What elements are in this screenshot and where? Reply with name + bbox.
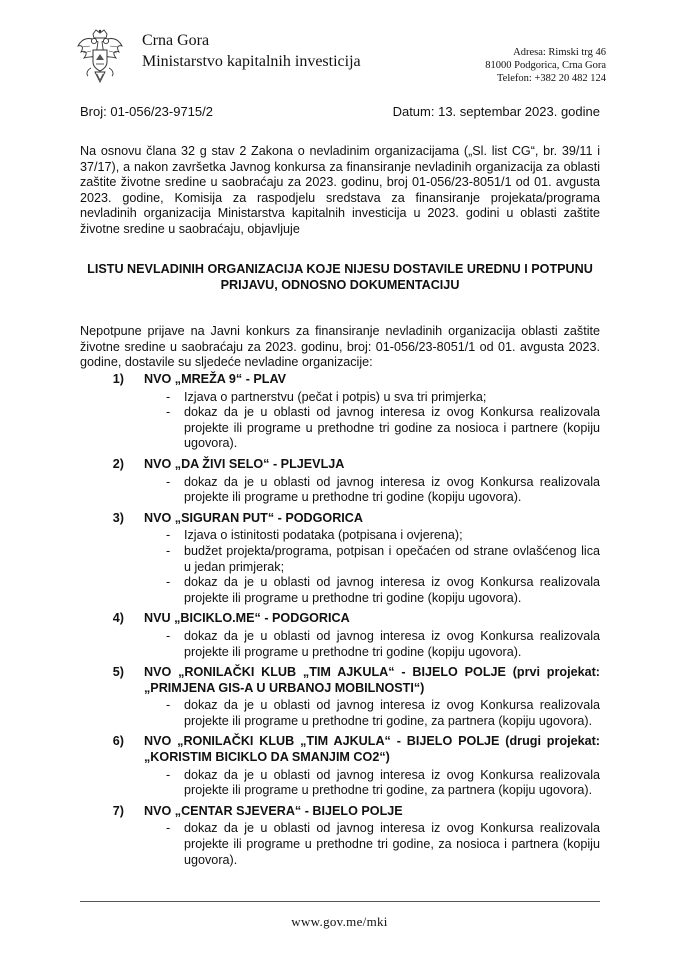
missing-document-item: - dokaz da je u oblasti od javnog interesa iz ovog Konkursa realizovala projekte ili programe u prethodne tri godine (kopiju ugovora).	[184, 575, 600, 606]
ministry-name: Ministarstvo kapitalnih investicija	[142, 53, 361, 70]
missing-documents-list	[80, 698, 600, 729]
organization-name: NVU „BICIKLO.ME“ - PODGORICA	[144, 611, 350, 626]
organization-name: NVO „MREŽA 9“ - PLAV	[144, 372, 287, 386]
organization-list	[80, 372, 600, 873]
organization-heading	[80, 611, 600, 627]
phone-number: Telefon: +382 20 482 124	[496, 73, 606, 84]
missing-document-item: - dokaz da je u oblasti od javnog interesa iz ovog Konkursa realizovala projekte ili programe u prethodne tri godine (kopiju ugovora).	[184, 475, 600, 506]
organization-heading	[80, 372, 600, 388]
organization-number: 7)	[112, 803, 124, 818]
lead-paragraph: Nepotpune prijave na Javni konkurs za finansiranje nevladinih organizacija oblasti zaštite životne sredine u saobraćaju za 2023. godinu, broj: 01-056/23-8051/1 od 01. avgusta 2023. godine, dostavile su sljedeće nevladine organizacije:	[80, 324, 600, 370]
missing-document-item: - dokaz da je u oblasti od javnog interesa iz ovog Konkursa realizovala projekte ili programe u prethodne tri godine, za nosioca i partnera (kopiju ugovora).	[184, 821, 600, 868]
organization-number: 3)	[112, 510, 124, 525]
organization-heading	[80, 734, 600, 765]
organization-heading	[80, 804, 600, 820]
organization-entry	[80, 804, 600, 868]
missing-documents-list	[80, 475, 600, 506]
document-meta	[80, 104, 600, 119]
missing-document-item: - budžet projekta/programa, potpisan i opečaćen od strane ovlašćenog lica u jedan primjerak;	[184, 544, 600, 575]
organization-heading	[80, 511, 600, 527]
missing-document-item: - Izjava o istinitosti podataka (potpisana i ovjerena);	[184, 528, 600, 544]
reference-number: Broj: 01-056/23-9715/2	[80, 104, 213, 119]
organization-entry	[80, 611, 600, 660]
country-name: Crna Gora	[142, 32, 210, 49]
organization-entry	[80, 734, 600, 798]
missing-document-item: - dokaz da je u oblasti od javnog interesa iz ovog Konkursa realizovala projekte ili programe u prethodne tri godine, za partnera (kopiju ugovora).	[184, 768, 600, 799]
footer-website: www.gov.me/mki	[291, 914, 388, 929]
montenegro-coat-of-arms-icon	[76, 28, 124, 86]
organization-heading	[80, 457, 600, 473]
missing-documents-list	[80, 629, 600, 660]
footer-divider	[80, 901, 600, 902]
organization-entry	[80, 457, 600, 506]
organization-name: NVO „RONILAČKI KLUB „TIM AJKULA“ - BIJELO POLJE (prvi projekat: „PRIMJENA GIS-A U URBANOJ MOBILNOSTI“)	[144, 665, 600, 695]
organization-name: NVO „SIGURAN PUT“ - PODGORICA	[144, 510, 364, 525]
organization-heading	[80, 665, 600, 696]
missing-document-item: - dokaz da je u oblasti od javnog interesa iz ovog Konkursa realizovala projekte ili programe u prethodne tri godine za nosioca i partnere (kopiju ugovora).	[184, 405, 600, 452]
missing-documents-list	[80, 821, 600, 868]
contact-block	[485, 46, 606, 85]
document-date: Datum: 13. septembar 2023. godine	[392, 104, 600, 119]
document-title: LISTU NEVLADINIH ORGANIZACIJA KOJE NIJESU DOSTAVILE UREDNU I POTPUNU PRIJAVU, ODNOSNO DOKUMENTACIJU	[87, 262, 593, 292]
intro-paragraph: Na osnovu člana 32 g stav 2 Zakona o nevladinim organizacijama („Sl. list CG“, br. 39/11 i 37/17), a nakon završetka Javnog konkursa za finansiranje nevladinih organizacija za oblasti zaštite životne sredine u saobraćaju za 2023. godinu, broj 01-056/23-8051/1 od 01. avgusta 2023. godine, Komisija za raspodjelu sredstava za finansiranje projekata/programa nevladinih organizacija Ministarstva kapitalnih investicija u 2023. godini u oblasti zaštite životne sredine u saobraćaju, objavljuje	[80, 144, 600, 236]
organization-number: 1)	[112, 372, 124, 386]
missing-document-item: - dokaz da je u oblasti od javnog interesa iz ovog Konkursa realizovala projekte ili programe u prethodne tri godine, za partnera (kopiju ugovora).	[184, 698, 600, 729]
organization-entry	[80, 372, 600, 452]
missing-document-item: - dokaz da je u oblasti od javnog interesa iz ovog Konkursa realizovala projekte ili programe u prethodne tri godine (kopiju ugovora).	[184, 629, 600, 660]
organization-number: 2)	[112, 456, 124, 471]
missing-documents-list	[80, 528, 600, 606]
organization-number: 5)	[112, 665, 124, 680]
address-line-1: Adresa: Rimski trg 46	[513, 47, 606, 58]
organization-name: NVO „RONILAČKI KLUB „TIM AJKULA“ - BIJELO POLJE (drugi projekat: „KORISTIM BICIKLO DA SMANJIM CO2“)	[144, 734, 600, 765]
organization-name: NVO „CENTAR SJEVERA“ - BIJELO POLJE	[144, 803, 403, 818]
letterhead	[76, 24, 606, 94]
organization-name: NVO „DA ŽIVI SELO“ - PLJEVLJA	[144, 456, 345, 471]
missing-document-item: - Izjava o partnerstvu (pečat i potpis) u sva tri primjerka;	[184, 390, 600, 406]
missing-documents-list	[80, 390, 600, 452]
organization-entry	[80, 665, 600, 729]
organization-number: 6)	[112, 734, 124, 749]
issuer-name	[142, 30, 361, 72]
missing-documents-list	[80, 768, 600, 799]
address-line-2: 81000 Podgorica, Crna Gora	[485, 60, 606, 71]
organization-number: 4)	[112, 611, 124, 626]
organization-entry	[80, 511, 600, 607]
